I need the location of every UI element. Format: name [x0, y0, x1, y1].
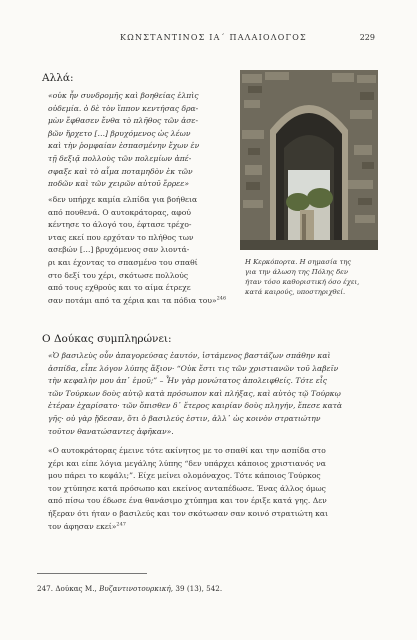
photo-caption: [245, 257, 377, 297]
translation-line: σαν ποτάμι από τα χέρια και τα πόδια του»$^{246}$: [48, 295, 227, 305]
footnote-ref: 246: [216, 295, 227, 302]
translation-line: ήξεραν ότι ήταν ο βασιλεύς και τον σκότωσαν σαν κοινό στρατιώτη και: [48, 508, 328, 518]
quote-line: τὴν κεφαλὴν μου ἀπ᾽ ἐμοῦ;” – Ἦν γὰρ μονώτατος ἀπολειφθείς. Τότε εἷς: [48, 376, 328, 386]
translation-line: ασεβών […] βρυχόμενος σαν λιοντά-: [48, 245, 190, 255]
section-label-alla: Αλλά:: [42, 72, 74, 84]
quote-line: γῆς· οὐ γὰρ ᾔδεσαν, ὅτι ὁ βασιλεύς ἐστιν, ἀλλ᾽ ὡς κοινὸν στρατιώτην: [48, 413, 321, 423]
quote-line: ἀσπίδα, εἶπε λόγον λύπης ἄξιον· “Οὐκ ἔστι τις τῶν χριστιανῶν τοῦ λαβεῖν: [48, 363, 339, 373]
quote-line: τῇ δεξιᾷ πολλοὺς τῶν πολεμίων ἀπέ-: [48, 153, 192, 163]
greek-quote-1: [48, 90, 230, 191]
quote-line: καὶ τὴν ῥομφαίαν ἐσπασμένην ἔχων ἐν: [48, 141, 200, 151]
footnote-ref: 247: [116, 521, 126, 528]
translation-line: από πουθενά. Ο αυτοκράτορας, αφού: [48, 207, 191, 217]
translation-line: κέντησε το άλογό του, έφτασε τρέχο-: [48, 220, 192, 230]
translation-line: «Ο αυτοκράτορας έμεινε τότε ακίνητος με το σπαθί και την ασπίδα στο: [48, 446, 326, 455]
translation-line: ντας εκεί που ερχόταν το πλήθος των: [48, 232, 194, 242]
greek-quote-2: [48, 350, 380, 438]
quote-line: οὐδεμία. ὁ δὲ τὸν ἵππον κεντήσας δρα-: [48, 103, 199, 113]
footnote-247: [37, 584, 222, 593]
running-head-title: ΚΩΝΣΤΑΝΤΙΝΟΣ ΙΑ΄ ΠΑΛΑΙΟΛΟΓΟΣ: [120, 33, 307, 42]
footnote-ref-text: 39 (13), 542.: [175, 584, 223, 593]
quote-line: ἑτέραν ἐχαρίσατο· τῶν ὄπισθεν δ᾽ ἕτερος καιρίαν δοὺς πληγήν, ἔπεσε κατὰ: [48, 401, 343, 411]
translation-line: «δεν υπήρχε καμία ελπίδα για βοήθεια: [48, 195, 198, 204]
running-head: [0, 33, 417, 47]
footnote-author: Δούκας Μ.,: [55, 584, 97, 593]
translation-line: από τους εχθρούς και το αίμα έτρεχε: [48, 283, 191, 293]
quote-line: βῶν ἤρχετο […] βρυχόμενος ὡς λέων: [48, 128, 191, 138]
footnote-rule: [37, 573, 147, 574]
translation-line: χέρι και είπε λόγια μεγάλης λύπης “δεν υπάρχει κάποιος χριστιανός να: [48, 458, 326, 468]
caption-line: Η Κερκόπορτα. Η σημασία της: [245, 258, 352, 266]
caption-line: κατά καιρούς, υποστηριχθεί.: [245, 288, 346, 296]
footnote-work: Βυζαντινοτουρκική,: [99, 584, 174, 593]
translation-line: στο δεξί του χέρι, σκότωσε πολλούς: [48, 270, 189, 280]
quote-line: «οὐκ ἦν συνδρομῆς καὶ βοηθείας ἐλπὶς: [48, 91, 199, 100]
kerkoporta-photo: [240, 70, 378, 250]
translation-line: μου πάρει το κεφάλι;”. Είχε μείνει ολομόναχος. Τότε κάποιος Τούρκος: [48, 471, 321, 481]
quote-line: μὼν ἔφθασεν ἔνθα τὸ πλῆθος τῶν ἀσε-: [48, 116, 199, 126]
quote-line: τῶν Τούρκων δοὺς αὐτῷ κατὰ πρόσωπον καὶ πλήξας, καὶ αὐτὸς τῷ Τούρκῳ: [48, 388, 341, 398]
quote-line: ποδῶν καὶ τῶν χειρῶν αὐτοῦ ἔρρεε»: [48, 179, 189, 189]
translation-line: από πίσω του έδωσε ένα θανάσιμο χτύπημα και τον έριξε κατά γης. Δεν: [48, 496, 327, 506]
footnote-number: 247.: [37, 584, 54, 593]
quote-line: σφαξε καὶ τὸ αἷμα ποταμηδὸν ἐκ τῶν: [48, 166, 193, 176]
translation-line: ρι και έχοντας το σπασμένο του σπαθί: [48, 257, 198, 267]
page-number: 229: [359, 33, 375, 42]
caption-line: ήταν τόσο καθοριστική όσο έχει,: [245, 278, 360, 286]
translation-2: [48, 445, 380, 533]
quote-line: «Ὁ βασιλεὺς οὖν ἀπαγορεύσας ἑαυτόν, ἱστάμενος βαστάζων σπάθην καὶ: [48, 351, 331, 360]
caption-line: για την άλωση της Πόλης δεν: [245, 268, 348, 276]
section-label-doukas: Ο Δούκας συμπληρώνει:: [42, 333, 172, 345]
translation-1: [48, 194, 238, 307]
quote-line: τοῦτον θανατώσαντες ἀφῆκαν».: [48, 426, 174, 436]
translation-line: τον άφησαν εκεί»$^{247}$: [48, 521, 126, 531]
translation-line: τον χτύπησε κατά πρόσωπο και εκείνος ανταπέδωσε. Ένας άλλος όμως: [48, 483, 326, 493]
